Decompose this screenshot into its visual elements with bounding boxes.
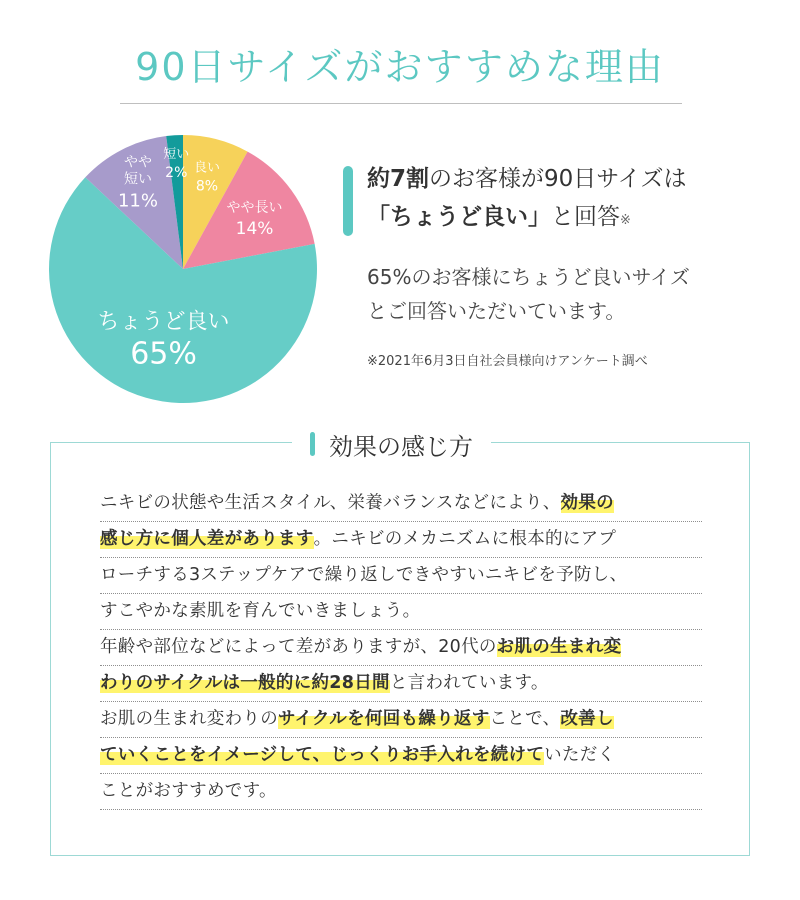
headline-bold-answer: 「ちょうど良い」 bbox=[367, 204, 551, 230]
body-text: ことがおすすめです。 bbox=[100, 781, 277, 801]
survey-footnote: ※2021年6月3日自社会員様向けアンケート調べ bbox=[367, 354, 648, 369]
body-text: ローチする3ステップケアで繰り返しできやすいニキビを予防し、 bbox=[100, 565, 628, 585]
pie-chart-svg bbox=[48, 134, 318, 404]
body-text: 。ニキビのメカニズムに根本的にアプ bbox=[313, 529, 617, 549]
slice-value-label: 14% bbox=[235, 219, 274, 240]
headline-note-mark: ※ bbox=[620, 213, 631, 228]
effect-line bbox=[100, 738, 702, 774]
headline-text-1: のお客様が90日サイズは bbox=[429, 166, 687, 192]
body-text: ニキビの状態や生活スタイル、栄養バランスなどにより、 bbox=[100, 493, 561, 513]
highlighted-text: お肌の生まれ変 bbox=[496, 637, 622, 657]
slice-value-label: 65% bbox=[130, 336, 197, 372]
highlighted-text: ていくことをイメージして、じっくりお手入れを続けて bbox=[100, 745, 545, 765]
slice-label: 短い bbox=[163, 147, 190, 163]
effect-line bbox=[100, 558, 702, 594]
highlighted-text: 効果の bbox=[560, 493, 614, 513]
summary-description bbox=[367, 260, 773, 328]
slice-label: 良い bbox=[193, 160, 221, 176]
pie-chart bbox=[48, 134, 318, 404]
body-text: ことで、 bbox=[489, 709, 561, 729]
body-text: 年齢や部位などによって差がありますが、20代の bbox=[100, 637, 497, 657]
highlighted-text: サイクルを何回も繰り返す bbox=[278, 709, 490, 729]
summary-desc-line-1: 65%のお客様にちょうど良いサイズ bbox=[367, 265, 690, 289]
effect-heading bbox=[292, 424, 491, 464]
effect-body bbox=[100, 486, 702, 810]
body-text: と言われています。 bbox=[389, 673, 549, 693]
effect-line bbox=[100, 594, 702, 630]
slice-label: やや bbox=[123, 154, 152, 171]
body-text: お肌の生まれ変わりの bbox=[100, 709, 278, 729]
slice-value-label: 2% bbox=[165, 165, 188, 182]
headline-text-2: と回答 bbox=[551, 204, 620, 230]
effect-line bbox=[100, 486, 702, 522]
effect-heading-accent bbox=[310, 432, 315, 456]
body-text: すこやかな素肌を育んでいきましょう。 bbox=[100, 601, 421, 621]
page-title: 90日サイズがおすすめな理由 bbox=[135, 45, 665, 89]
summary-desc-line-2: とご回答いただいています。 bbox=[367, 299, 626, 323]
effect-line bbox=[100, 666, 702, 702]
slice-label: ちょうど良い bbox=[97, 309, 230, 335]
effect-line bbox=[100, 630, 702, 666]
highlighted-text: わりのサイクルは一般的に約28日間 bbox=[100, 673, 390, 693]
slice-value-label: 8% bbox=[195, 178, 219, 195]
summary-accent-bar bbox=[343, 166, 353, 236]
slice-label: やや長い bbox=[226, 200, 283, 217]
effect-heading-text: 効果の感じ方 bbox=[329, 432, 473, 461]
highlighted-text: 感じ方に個人差があります bbox=[100, 529, 314, 549]
summary-headline bbox=[367, 160, 773, 240]
slice-value-label: 11% bbox=[117, 190, 158, 212]
highlighted-text: 改善し bbox=[560, 709, 614, 729]
effect-line bbox=[100, 522, 702, 558]
effect-line bbox=[100, 774, 702, 810]
slice-label: 短い bbox=[123, 171, 152, 188]
headline-bold-ratio: 約7割 bbox=[367, 166, 430, 192]
effect-line bbox=[100, 702, 702, 738]
title-divider bbox=[120, 103, 682, 104]
body-text: いただく bbox=[544, 745, 616, 765]
survey-summary bbox=[343, 160, 773, 369]
